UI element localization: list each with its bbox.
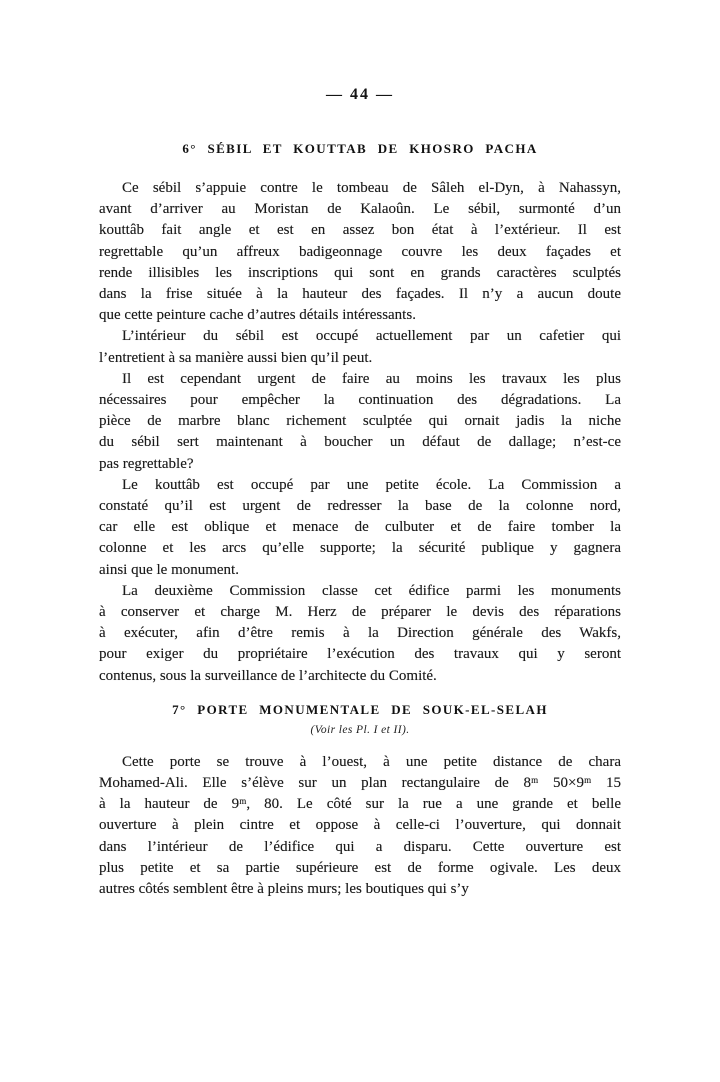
- text-line: Ce sébil s’appuie contre le tombeau de Sâleh el-Dyn, à Nahassyn,: [122, 180, 621, 196]
- section-heading: 6° SÉBIL ET KOUTTAB DE KHOSRO PACHA: [182, 141, 538, 156]
- text-line: à conserver et charge M. Herz de préparer le devis des réparations: [99, 604, 621, 621]
- text-line: ainsi que le monument.: [99, 561, 239, 578]
- text-line: pour exiger du propriétaire l’exécution des travaux qui y seront: [99, 646, 621, 663]
- section-porte-monumentale: [99, 702, 621, 900]
- text-line: kouttâb fait angle et est en assez bon état à l’extérieur. Il est: [99, 222, 621, 239]
- paragraph: [99, 178, 621, 326]
- text-line: plus petite et sa partie supérieure est de forme ogivale. Les deux: [99, 859, 621, 876]
- text-line: car elle est oblique et menace de culbuter et de faire tomber la: [99, 519, 621, 536]
- text-line: dans la frise située à la hauteur des façades. Il n’y a aucun doute: [99, 286, 621, 303]
- text-line: pas regrettable?: [99, 455, 194, 472]
- text-line: colonne et les arcs qu’elle supporte; la sécurité publique y gagnera: [99, 540, 621, 557]
- paragraph: [99, 581, 621, 687]
- text-line: constaté qu’il est urgent de redresser la base de la colonne nord,: [99, 498, 621, 515]
- section-heading: 7° PORTE MONUMENTALE DE SOUK-EL-SELAH: [172, 701, 548, 717]
- text-line: que cette peinture cache d’autres détails intéressants.: [99, 307, 416, 324]
- text-line: à la hauteur de 9ᵐ, 80. Le côté sur la rue a une grande et belle: [99, 796, 621, 813]
- text-line: Le kouttâb est occupé par une petite école. La Commission a: [122, 476, 621, 493]
- paragraph: [99, 752, 621, 900]
- paragraph: [99, 369, 621, 475]
- section-subtitle: (Voir les Pl. I et II).: [310, 723, 410, 736]
- text-line: contenus, sous la surveillance de l’architecte du Comité.: [99, 667, 437, 684]
- paragraph: [99, 475, 621, 581]
- text-line: La deuxième Commission classe cet édifice parmi les monuments: [122, 582, 621, 599]
- text-line: l’entretient à sa manière aussi bien qu’il peut.: [99, 349, 373, 366]
- text-line: regrettable qu’un affreux badigeonnage couvre les deux façades et: [99, 243, 621, 260]
- text-line: pièce de marbre blanc richement sculptée qui ornait jadis la niche: [99, 413, 621, 430]
- text-line: Cette porte se trouve à l’ouest, à une petite distance de chara: [122, 753, 621, 770]
- text-line: Mohamed-Ali. Elle s’élève sur un plan rectangulaire de 8ᵐ 50×9ᵐ 15: [99, 775, 621, 792]
- text-line: ouverture à plein cintre et oppose à celle-ci l’ouverture, qui donnait: [99, 817, 621, 834]
- text-line: dans l’intérieur de l’édifice qui a disparu. Cette ouverture est: [99, 838, 621, 855]
- paragraph: [99, 326, 621, 368]
- text-line: L’intérieur du sébil est occupé actuellement par un cafetier qui: [122, 328, 621, 345]
- text-line: autres côtés semblent être à pleins murs; les boutiques qui s’y: [99, 881, 469, 898]
- page-number: — 44 —: [326, 86, 394, 103]
- text-line: à exécuter, afin d’être remis à la Direction générale des Wakfs,: [99, 625, 621, 642]
- text-line: nécessaires pour empêcher la continuation des dégradations. La: [99, 392, 621, 409]
- page-content: [99, 141, 621, 900]
- text-line: Il est cependant urgent de faire au moins les travaux les plus: [122, 370, 621, 387]
- section-sebil-kouttab: [99, 141, 621, 687]
- text-line: avant d’arriver au Moristan de Kalaoûn. Le sébil, surmonté d’un: [99, 201, 621, 218]
- text-line: rende illisibles les inscriptions qui sont en grands caractères sculptés: [99, 264, 621, 281]
- text-line: du sébil sert maintenant à boucher un défaut de dallage; n’est-ce: [99, 434, 621, 451]
